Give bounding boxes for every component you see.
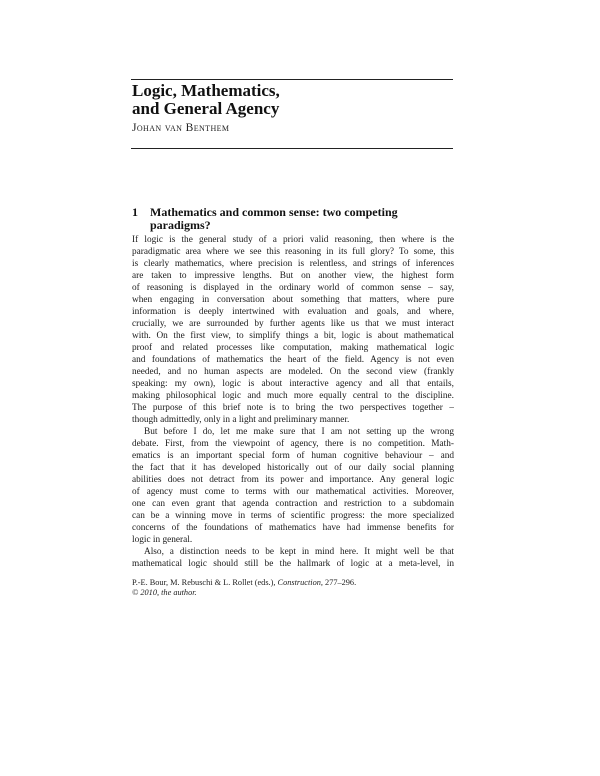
body-line: the fact that it has developed historically out of our daily social planning	[132, 463, 454, 473]
body-line: speaking: my own), logic is about interactive agency and all that entails,	[132, 379, 454, 389]
citation-pages: , 277–296.	[320, 578, 357, 587]
section-number: 1	[132, 205, 138, 219]
title-line-2: and General Agency	[132, 99, 280, 118]
title-top-rule	[131, 79, 453, 80]
body-line: crucially, we are surrounded by further agents like us that we must interact	[132, 319, 454, 329]
body-line: proof and related processes like computation, making mathematical logic	[132, 343, 454, 353]
body-line: is clearly mathematics, where precision is relentless, and strings of inferences	[132, 259, 454, 269]
author-bottom-rule	[131, 148, 453, 149]
section-heading	[132, 206, 454, 232]
body-line: are taken to impressive lengths. But on another view, the highest form	[132, 271, 454, 281]
body-line: and foundations of mathematics the heart of the field. Agency is not even	[132, 355, 454, 365]
body-line: when engaging in conversation about something that matters, where pure	[132, 295, 454, 305]
citation-book-title: Construction	[277, 578, 321, 587]
citation-line	[132, 578, 454, 588]
paper-title	[132, 82, 452, 118]
body-line: of agency must come to terms with our mathematical activities. Moreover,	[132, 487, 454, 497]
body-line: ematics is an important special form of human cognitive behaviour – and	[132, 451, 454, 461]
body-line: Also, a distinction needs to be kept in mind here. It might well be that	[144, 547, 454, 557]
body-line: needed, and no human aspects are modeled. On the second view (frankly	[132, 367, 454, 377]
title-line-1: Logic, Mathematics,	[132, 81, 280, 100]
body-line: But before I do, let me make sure that I am not setting up the wrong	[144, 427, 454, 437]
body-line: paradigmatic area where we see this reasoning in its full glory? To some, this	[132, 247, 454, 257]
section-title-line-2: paradigms?	[150, 218, 211, 232]
author-name: Johan van Benthem	[132, 122, 230, 134]
citation-editors: P.-E. Bour, M. Rebuschi & L. Rollet (eds.),	[132, 578, 278, 587]
body-line: though admittedly, only in a light and preliminary manner.	[132, 415, 350, 425]
body-text	[132, 234, 454, 570]
footnote	[132, 578, 454, 598]
body-line: abilities does not detract from its power and importance. Any general logic	[132, 475, 454, 485]
body-line: of reasoning is displayed in the ordinary world of common sense – say,	[132, 283, 454, 293]
section-title-line-1: Mathematics and common sense: two competing	[150, 205, 398, 219]
body-line: making philosophical logic and much more equally central to the discipline.	[132, 391, 454, 401]
body-line: logic in general.	[132, 535, 193, 545]
body-line: information is deeply intertwined with evaluation and goals, and where,	[132, 307, 454, 317]
body-line: with. On the first view, to simplify things a bit, logic is about mathematical	[132, 331, 454, 341]
body-line: concerns of the foundations of mathematics have had immense benefits for	[132, 523, 454, 533]
body-line: The purpose of this brief note is to bring the two perspectives together –	[132, 403, 454, 413]
body-line: one can even grant that agenda contraction and restriction to a subdomain	[132, 499, 454, 509]
copyright-line: © 2010, the author.	[132, 588, 197, 597]
body-line: mathematical logic should still be the hallmark of logic at a meta-level, in	[132, 559, 454, 569]
body-line: can be a winning move in terms of scientific progress: the more specialized	[132, 511, 454, 521]
body-line: debate. First, from the viewpoint of agency, there is no competition. Math-	[132, 439, 454, 449]
body-line: If logic is the general study of a priori valid reasoning, then where is the	[132, 235, 454, 245]
